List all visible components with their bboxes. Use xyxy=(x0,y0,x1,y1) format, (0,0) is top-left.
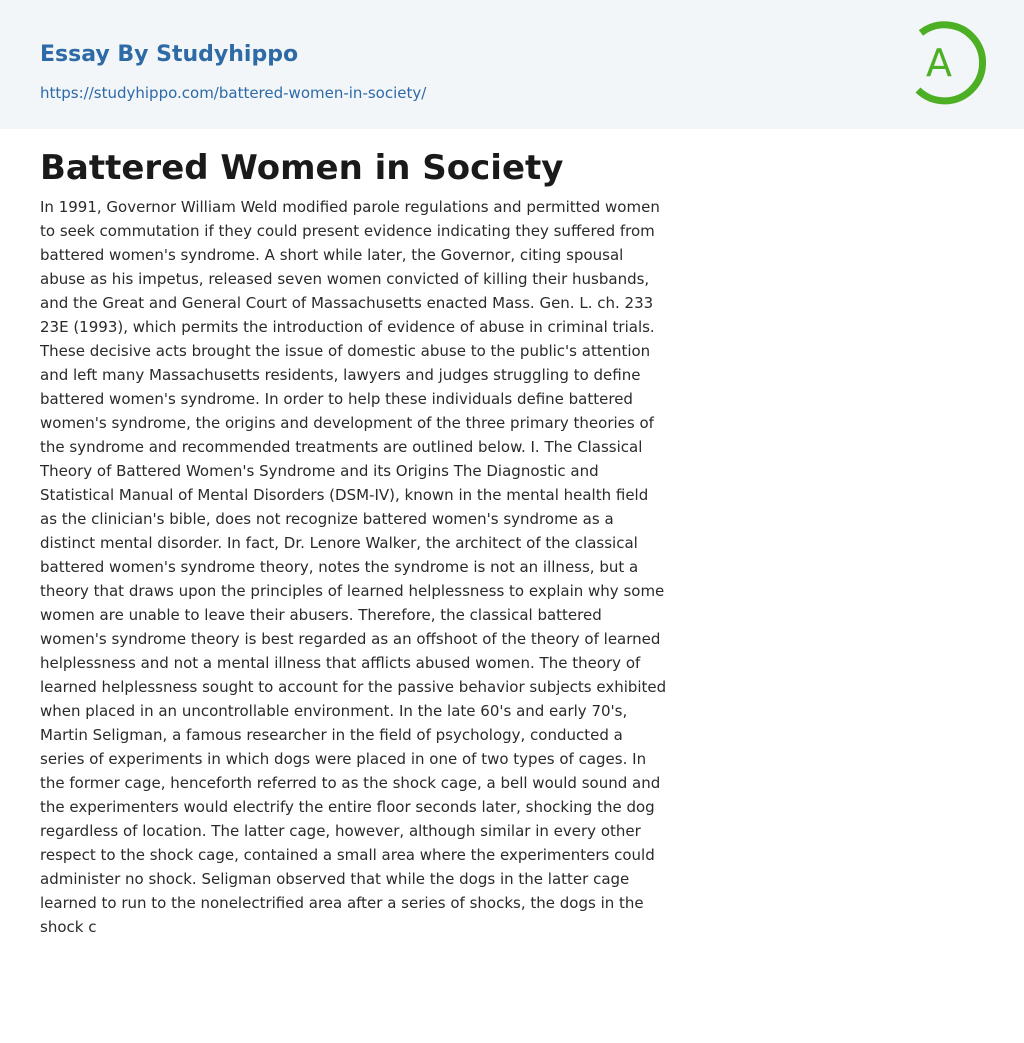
brand-title[interactable]: Essay By Studyhippo xyxy=(40,42,299,67)
essay-body: In 1991, Governor William Weld modified parole regulations and permitted women to seek commutation if they could present evidence indicating they suffered from battered women's syndrome. A short while later, the Governor, citing spousal abuse as his impetus, released seven women convicted of killing their husbands, and the Great and General Court of Massachusetts enacted Mass. Gen. L. ch. 233 23E (1993), which permits the introduction of evidence of abuse in criminal trials. These decisive acts brought the issue of domestic abuse to the public's attention and left many Massachusetts residents, lawyers and judges struggling to define battered women's syndrome. In order to help these individuals define battered women's syndrome, the origins and development of the three primary theories of the syndrome and recommended treatments are outlined below. I. The Classical Theory of Battered Women's Syndrome and its Origins The Diagnostic and Statistical Manual of Mental Disorders (DSM-IV), known in the mental health field as the clinician's bible, does not recognize battered women's syndrome as a distinct mental disorder. In fact, Dr. Lenore Walker, the architect of the classical battered women's syndrome theory, notes the syndrome is not an illness, but a theory that draws upon the principles of learned helplessness to explain why some women are unable to leave their abusers. Therefore, the classical battered women's syndrome theory is best regarded as an offshoot of the theory of learned helplessness and not a mental illness that afflicts abused women. The theory of learned helplessness sought to account for the passive behavior subjects exhibited when placed in an uncontrollable environment. In the late 60's and early 70's, Martin Seligman, a famous researcher in the field of psychology, conducted a series of experiments in which dogs were placed in one of two types of cages. In the former cage, henceforth referred to as the shock cage, a bell would sound and the experimenters would electrify the entire floor seconds later, shocking the dog regardless of location. The latter cage, however, although similar in every other respect to the shock cage, contained a small area where the experimenters could administer no shock. Seligman observed that while the dogs in the latter cage learned to run to the nonelectrified area after a series of shocks, the dogs in the shock c xyxy=(40,198,667,936)
site-header xyxy=(0,0,1024,129)
studyhippo-logo-icon[interactable] xyxy=(898,18,986,106)
logo-letter: A xyxy=(926,41,952,85)
essay-content xyxy=(0,129,668,939)
essay-title: Battered Women in Society xyxy=(40,148,564,188)
page-url-link[interactable]: https://studyhippo.com/battered-women-in-society/ xyxy=(40,84,427,102)
